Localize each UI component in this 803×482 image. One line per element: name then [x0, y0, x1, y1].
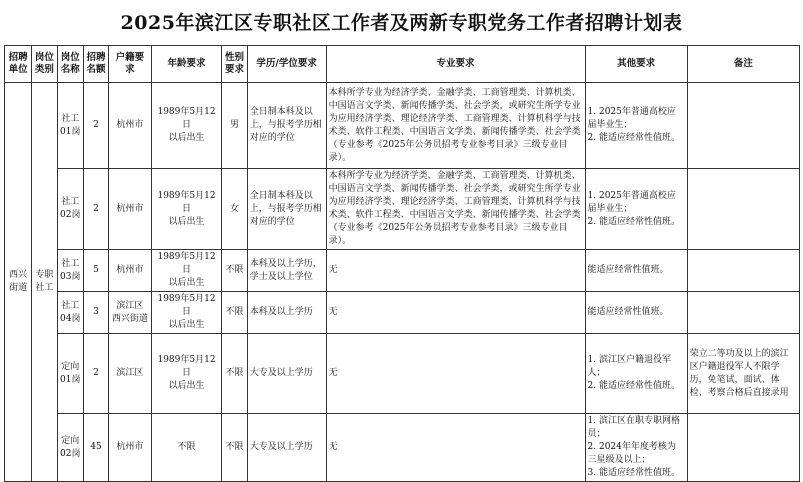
header-quota: 招聘 名额 — [83, 46, 108, 83]
remark-cell: 荣立二等功及以上的滨江区户籍退役军人不限学历，免笔试，面试、体检、考察合格后直接录用 — [687, 334, 799, 414]
education-cell: 本科及以上学历，学士及以上学位 — [247, 250, 326, 292]
other-cell: 能适应经常性值班。 — [585, 292, 687, 334]
major-cell: 无 — [326, 250, 585, 292]
gender-cell: 男 — [222, 83, 247, 169]
position-cell: 定向 01岗 — [57, 334, 83, 414]
other-cell: 能适应经常性值班。 — [585, 250, 687, 292]
position-cell: 社工 01岗 — [57, 83, 83, 169]
position-cell: 社工 04岗 — [57, 292, 83, 334]
header-education: 学历/学位要求 — [247, 46, 326, 83]
other-cell: 1. 滨江区户籍退役军人； 2. 能适应经常性值班。 — [585, 334, 687, 414]
age-cell: 1989年5月12日 以后出生 — [151, 292, 222, 334]
position-cell: 社工 02岗 — [57, 169, 83, 250]
major-cell: 无 — [326, 414, 585, 482]
hukou-cell: 杭州市 — [109, 83, 151, 169]
education-cell: 全日制本科及以上，与报考学历相对应的学位 — [247, 83, 326, 169]
gender-cell: 不限 — [222, 414, 247, 482]
hukou-cell: 杭州市 — [109, 414, 151, 482]
header-hukou: 户籍要求 — [109, 46, 151, 83]
remark-cell — [687, 169, 799, 250]
hukou-cell: 杭州市 — [109, 169, 151, 250]
page-title: 2025年滨江区专职社区工作者及两新专职党务工作者招聘计划表 — [120, 12, 683, 34]
education-cell: 大专及以上学历 — [247, 414, 326, 482]
table-row — [5, 83, 800, 169]
header-row — [5, 46, 800, 83]
header-gender: 性别 要求 — [222, 46, 247, 83]
age-cell: 不限 — [151, 414, 222, 482]
major-cell: 无 — [326, 334, 585, 414]
major-cell: 无 — [326, 292, 585, 334]
age-cell: 1989年5月12日 以后出生 — [151, 169, 222, 250]
hukou-cell: 杭州市 — [109, 250, 151, 292]
quota-cell: 2 — [83, 334, 108, 414]
header-age: 年龄要求 — [151, 46, 222, 83]
position-cell: 社工 03岗 — [57, 250, 83, 292]
header-category: 岗位 类别 — [32, 46, 57, 83]
recruitment-table — [4, 45, 800, 482]
quota-cell: 5 — [83, 250, 108, 292]
header-remark: 备注 — [687, 46, 799, 83]
quota-cell: 3 — [83, 292, 108, 334]
other-cell: 1. 2025年普通高校应届毕业生； 2. 能适应经常性值班。 — [585, 83, 687, 169]
gender-cell: 女 — [222, 169, 247, 250]
table-row — [5, 250, 800, 292]
remark-cell — [687, 292, 799, 334]
table-row — [5, 414, 800, 482]
age-cell: 1989年5月12日 以后出生 — [151, 334, 222, 414]
header-major: 专业要求 — [326, 46, 585, 83]
header-other: 其他要求 — [585, 46, 687, 83]
age-cell: 1989年5月12日 以后出生 — [151, 83, 222, 169]
quota-cell: 2 — [83, 169, 108, 250]
remark-cell — [687, 414, 799, 482]
remark-cell — [687, 250, 799, 292]
table-row — [5, 169, 800, 250]
category-cell: 专职 社工 — [32, 83, 57, 482]
table-row — [5, 334, 800, 414]
gender-cell: 不限 — [222, 250, 247, 292]
education-cell: 本科及以上学历 — [247, 292, 326, 334]
major-cell: 本科所学专业为经济学类、金融学类、工商管理类、计算机类、中国语言文学类、新闻传播学类、社会学类，或研究生所学专业为应用经济学类、理论经济学类、工商管理类、计算机科学与技术类、软件工程类、中国语言文学类、新闻传播学类、社会学类（专业参考《2025年公务员招考专业参考目录》三级专业目录）。 — [326, 169, 585, 250]
position-cell: 定向 02岗 — [57, 414, 83, 482]
gender-cell: 不限 — [222, 334, 247, 414]
gender-cell: 不限 — [222, 292, 247, 334]
other-cell: 1. 滨江区在职专职网格员； 2. 2024年年度考核为三星级及以上； 3. 能适应经常性值班。 — [585, 414, 687, 482]
other-cell: 1. 2025年普通高校应届毕业生； 2. 能适应经常性值班。 — [585, 169, 687, 250]
unit-cell: 西兴 街道 — [5, 83, 32, 482]
header-unit: 招聘 单位 — [5, 46, 32, 83]
remark-cell — [687, 83, 799, 169]
quota-cell: 2 — [83, 83, 108, 169]
header-position: 岗位 名称 — [57, 46, 83, 83]
hukou-cell: 滨江区 — [109, 334, 151, 414]
major-cell: 本科所学专业为经济学类、金融学类、工商管理类、计算机类、中国语言文学类、新闻传播学类、社会学类，或研究生所学专业为应用经济学类、理论经济学类、工商管理类、计算机科学与技术类、软件工程类、中国语言文学类、新闻传播学类、社会学类（专业参考《2025年公务员招考专业参考目录》三级专业目录）。 — [326, 83, 585, 169]
education-cell: 大专及以上学历 — [247, 334, 326, 414]
quota-cell: 45 — [83, 414, 108, 482]
education-cell: 全日制本科及以上，与报考学历相对应的学位 — [247, 169, 326, 250]
table-row — [5, 292, 800, 334]
age-cell: 1989年5月12日 以后出生 — [151, 250, 222, 292]
hukou-cell: 滨江区 西兴街道 — [109, 292, 151, 334]
